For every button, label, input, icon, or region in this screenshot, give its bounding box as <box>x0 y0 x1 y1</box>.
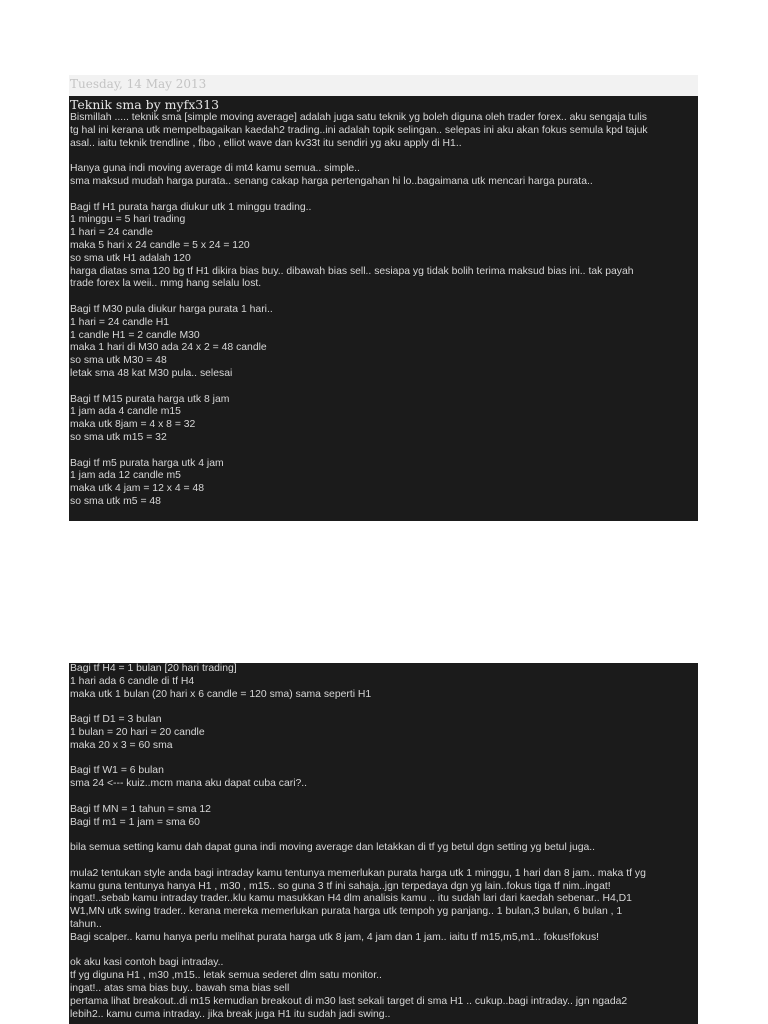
text-line: kamu guna tentunya hanya H1 , m30 , m15.. so guna 3 tf ini sahaja..jgn terpedaya dgn yg lain..fokus tiga tf nim..ingat! <box>70 880 611 892</box>
text-line: tahun.. <box>70 918 102 930</box>
text-line: maka utk 1 bulan (20 hari x 6 candle = 120 sma) sama seperti H1 <box>70 688 372 700</box>
blank-line <box>70 291 698 304</box>
blank-line <box>70 189 698 202</box>
text-line: letak sma 48 kat M30 pula.. selesai <box>70 367 233 379</box>
post-body-page-2 <box>70 663 698 1021</box>
text-line: maka 5 hari x 24 candle = 5 x 24 = 120 <box>70 239 250 251</box>
text-line: sma maksud mudah harga purata.. senang cakap harga pertengahan hi lo..bagaimana utk mencari harga purata.. <box>70 175 593 187</box>
blank-line <box>70 855 698 868</box>
text-line: so sma utk m5 = 48 <box>70 495 161 507</box>
text-line: Hanya guna indi moving average di mt4 kamu semua.. simple.. <box>70 163 360 175</box>
text-line: Bagi tf M30 pula diukur harga purata 1 hari.. <box>70 303 273 315</box>
text-line: Bagi tf m5 purata harga utk 4 jam <box>70 457 224 469</box>
blank-line <box>70 753 698 766</box>
post-title[interactable]: Teknik sma by myfx313 <box>70 97 220 112</box>
document-page-1 <box>69 96 698 521</box>
text-line: maka utk 4 jam = 12 x 4 = 48 <box>70 483 204 495</box>
text-line: harga diatas sma 120 bg tf H1 dikira bias buy.. dibawah bias sell.. sesiapa yg tidak bolih terima maksud bias ini.. tak payah <box>70 265 634 277</box>
text-line: Bagi tf H4 = 1 bulan [20 hari trading] <box>70 663 237 674</box>
text-line: 1 jam ada 12 candle m5 <box>70 470 181 482</box>
text-line: trade forex la weii.. mmg hang selalu lost. <box>70 278 262 290</box>
text-line: Bagi tf D1 = 3 bulan <box>70 714 162 726</box>
text-line: Bagi tf M15 purata harga utk 8 jam <box>70 393 230 405</box>
text-line: asal.. iaitu teknik trendline , fibo , elliot wave dan kv33t itu sendiri yg aku apply di H1.. <box>70 137 462 149</box>
post-body-page-1 <box>70 112 698 509</box>
date-header-bar <box>69 75 698 96</box>
text-line: 1 bulan = 20 hari = 20 candle <box>70 726 205 738</box>
document-page-2 <box>69 663 698 1024</box>
text-line: ingat!.. atas sma bias buy.. bawah sma bias sell <box>70 982 290 994</box>
text-line: lebih2.. kamu cuma intraday.. jika break juga H1 itu sudah jadi swing.. <box>70 1008 391 1020</box>
text-line: 1 minggu = 5 hari trading <box>70 214 186 226</box>
text-line: W1,MN utk swing trader.. kerana mereka memerlukan purata harga utk tempoh yg panjang.. 1 bulan,3 bulan, 6 bulan , 1 <box>70 906 623 918</box>
blank-line <box>70 150 698 163</box>
text-line: 1 hari = 24 candle <box>70 227 153 239</box>
text-line: 1 hari ada 6 candle di tf H4 <box>70 675 195 687</box>
text-line: 1 candle H1 = 2 candle M30 <box>70 329 200 341</box>
text-line: so sma utk H1 adalah 120 <box>70 252 191 264</box>
text-line: maka 1 hari di M30 ada 24 x 2 = 48 candle <box>70 342 267 354</box>
text-line: Bismillah ..... teknik sma [simple moving average] adalah juga satu teknik yg boleh diguna oleh trader forex.. aku sengaja tulis <box>70 112 647 123</box>
text-line: Bagi tf W1 = 6 bulan <box>70 765 164 777</box>
blank-line <box>70 381 698 394</box>
blank-line <box>70 701 698 714</box>
text-line: tg hal ini kerana utk mempelbagaikan kaedah2 trading..ini adalah topik selingan.. selepas ini aku akan fokus semula kpd tajuk <box>70 124 648 136</box>
blank-line <box>70 445 698 458</box>
post-date: Tuesday, 14 May 2013 <box>70 77 207 91</box>
text-line: so sma utk M30 = 48 <box>70 355 167 367</box>
text-line: Bagi tf MN = 1 tahun = sma 12 <box>70 803 211 815</box>
text-line: so sma utk m15 = 32 <box>70 431 167 443</box>
blank-line <box>70 945 698 958</box>
text-line: bila semua setting kamu dah dapat guna indi moving average dan letakkan di tf yg betul dgn setting yg betul juga.. <box>70 842 596 854</box>
text-line: Bagi tf H1 purata harga diukur utk 1 minggu trading.. <box>70 201 312 213</box>
blank-line <box>70 829 698 842</box>
blank-line <box>70 791 698 804</box>
text-line: Bagi scalper.. kamu hanya perlu melihat purata harga utk 8 jam, 4 jam dan 1 jam.. iaitu tf m15,m5,m1.. fokus!fokus! <box>70 931 600 943</box>
text-line: mula2 tentukan style anda bagi intraday kamu tentunya memerlukan purata harga utk 1 minggu, 1 hari dan 8 jam.. maka tf yg <box>70 867 646 879</box>
text-line: ok aku kasi contoh bagi intraday.. <box>70 957 224 969</box>
text-line: 1 hari = 24 candle H1 <box>70 316 170 328</box>
text-line: 1 jam ada 4 candle m15 <box>70 406 181 418</box>
text-line: maka utk 8jam = 4 x 8 = 32 <box>70 419 196 431</box>
text-line: ingat!..sebab kamu intraday trader..klu kamu masukkan H4 dlm analisis kamu .. itu sudah lari dari kaedah sebenar.. H4,D1 <box>70 893 632 905</box>
text-line: pertama lihat breakout..di m15 kemudian breakout di m30 last sekali target di sma H1 .. cukup..bagi intraday.. jgn ngada2 <box>70 995 628 1007</box>
text-line: maka 20 x 3 = 60 sma <box>70 739 173 751</box>
text-line: tf yg diguna H1 , m30 ,m15.. letak semua sederet dlm satu monitor.. <box>70 970 382 982</box>
text-line: sma 24 <--- kuiz..mcm mana aku dapat cuba cari?.. <box>70 778 308 790</box>
text-line: Bagi tf m1 = 1 jam = sma 60 <box>70 816 200 828</box>
